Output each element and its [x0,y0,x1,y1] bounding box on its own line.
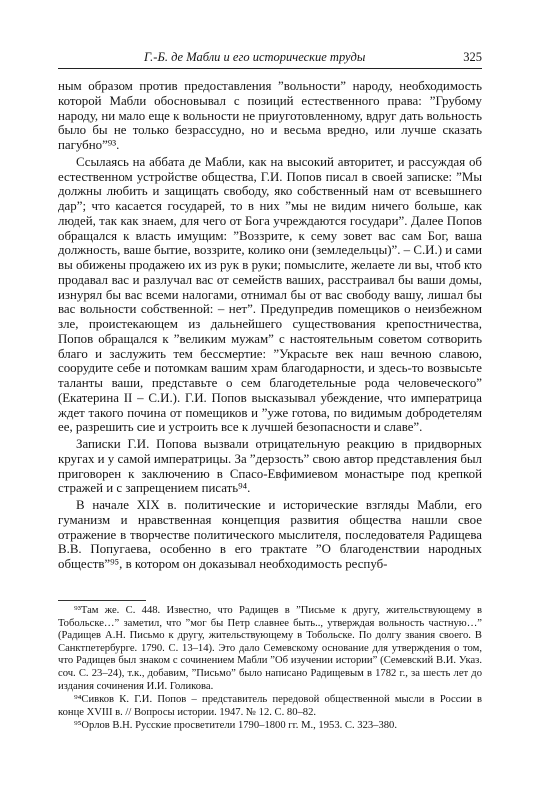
page-number: 325 [463,50,482,64]
footnote-rule [58,600,146,601]
main-text [58,79,482,572]
running-title: Г.-Б. де Мабли и его исторические труды [144,50,366,64]
footnote-95: ⁹⁵Орлов В.Н. Русские просветители 1790–1800 гг. М., 1953. С. 323–380. [74,720,398,732]
paragraph-3: Записки Г.И. Попова вызвали отрицательную реакцию в придворных кругах и у самой императрицы. За ”дерзость” свою автор представления был приговорен к заключению в Спасо-Евфимиевом монастыре под крепкой стражей и с запрещением писать⁹⁴. [58,437,482,496]
paragraph-4: В начале XIX в. политические и исторические взгляды Мабли, его гуманизм и нравственная концепция развития общества нашли свое отражение в творчестве политического мыслителя, последователя Радищева В.В. Попугаева, особенно в его трактате ”О благоденствии народных обществ”⁹⁵, в котором он доказывал необходимость респуб- [58,498,482,571]
page-header [58,50,482,70]
footnote-94: ⁹⁴Сивков К. Г.И. Попов – представитель передовой общественной мысли в России в конце XVIII в. // Вопросы истории. 1947. № 12. С. 80–82. [58,694,482,718]
paragraph-1: ным образом против предоставления ”вольности” народу, необходимость которой Мабли обосновывал с позиций естественного права: ”Грубому народу, ни мало еще к вольности не приуготовленному, вдруг дать вольность было бы не только безрассудно, но и весьма вредно, или лучше сказать пагубно”⁹³. [58,79,482,152]
footnote-93: ⁹³Там же. С. 448. Известно, что Радищев в ”Письме к другу, жительствующему в Тобольске…” заметил, что ”мог бы Петр славнее быть.., утверждая вольность частную…” (Радищев А.Н. Письмо к другу, жительствующему в Тобольске. По долгу звания своего. В Санктпетербурге. 1790. С. 13–14). Это дало Семевскому основание для утверждения о том, что Радищев был знаком с сочинением Мабли ”Об изучении истории” (Семевский В.И. Указ. соч. С. 23–24), т.к., добавим, ”Письмо” было написано Радищевым в 1782 г., за шесть лет до издания сочинения И.И. Голикова. [58,605,482,692]
paragraph-2: Ссылаясь на аббата де Мабли, как на высокий авторитет, и рассуждая об естественном устройстве общества, Г.И. Попов писал в своей записке: ”Мы должны любить и защищать свободу, яко собственный нам от всевышнего дар”; что касается государей, то в них ”мы не видим ничего больше, как людей, так как знаем, для чего от Бога учреждаются государи”. Далее Попов обращался к власть имущим: ”Воззрите, к сему зовет вас сам Бог, ваша должность, ваше бытие, воззрите, колико они (земледельцы)”. – С.И.) и сами вы обижены продажею их из рук в руки; помыслите, желаете ли вы, чтоб кто продавал вас и разлучал вас от семейств ваших, расстраивал бы ваши домы, изнурял бы вас всеми налогами, отнимал бы от вас свободу вашу, лишал бы вас вольности собственной: – нет”. Предупредив помещиков о неизбежном зле, проистекающем из дальнейшего существования крепостничества, Попов обращался к ”великим мужам” с настоятельным советом сотворить благо и заслужить тем бессмертие: ”Украсьте век наш вечною славою, соорудите себе и потомкам вашим храм благодарности, и здесь-то возвысьте таланты ваши, представьте о сем благодетельные рода человеческого” (Екатерина II – С.И.). Г.И. Попов высказывал убеждение, что императрица ждет такого почина от помещиков и ”уже готова, по видимым добродетелям ее, разрешить сие и устроить все к лучшей безопасности и славе”. [58,154,482,435]
header-rule [58,68,482,69]
footnotes [58,605,482,733]
